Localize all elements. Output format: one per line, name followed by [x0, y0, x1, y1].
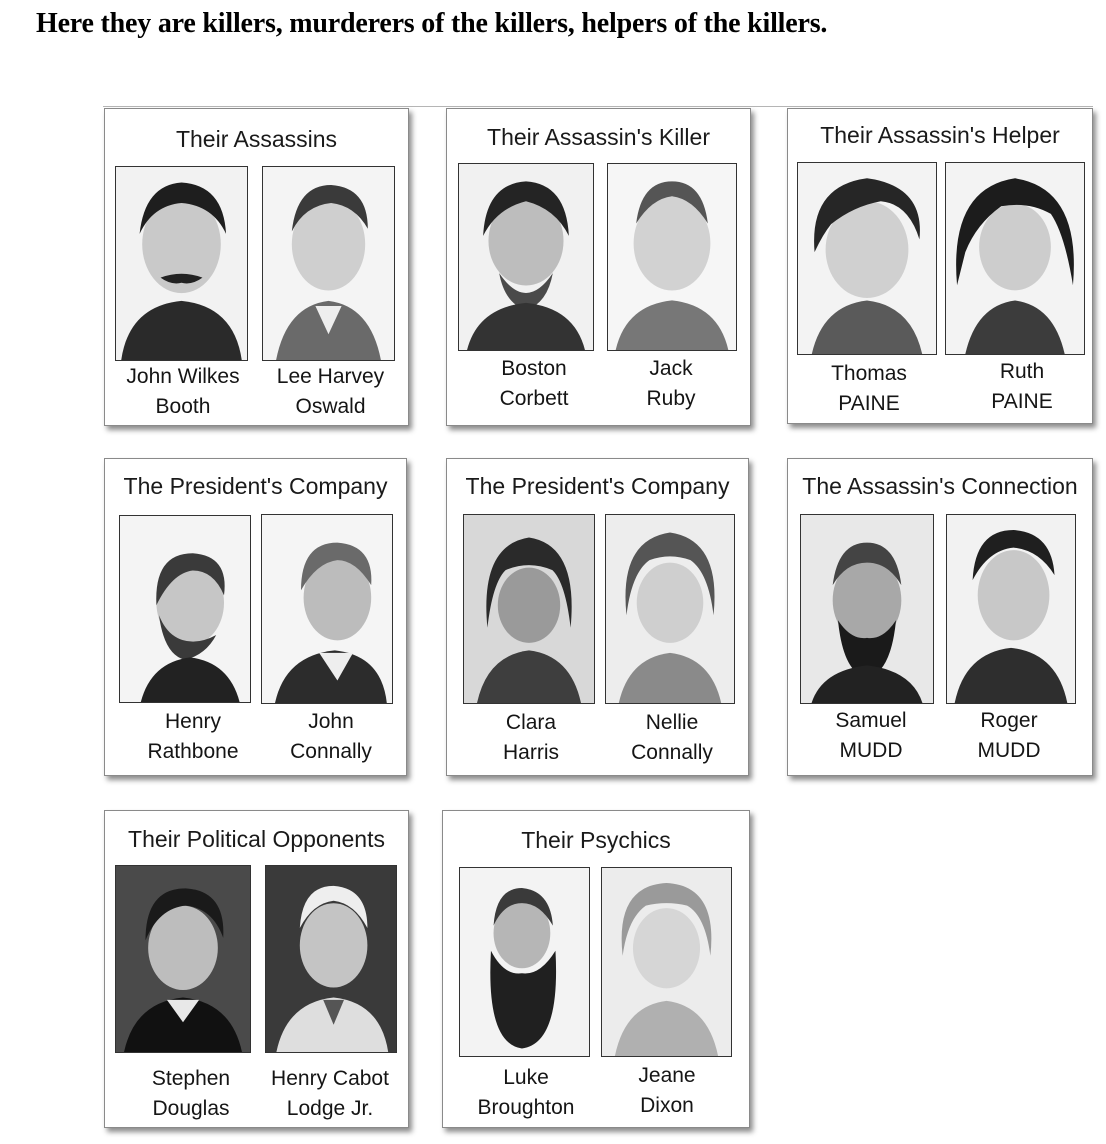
portrait-photo [463, 514, 595, 704]
portrait-photo [601, 867, 732, 1057]
person-name: Ruth PAINE [991, 360, 1053, 413]
portrait-photo [261, 514, 393, 704]
page-heading: Here they are killers, murderers of the killers, helpers of the killers. [36, 8, 828, 39]
panel-title: Their Political Opponents [128, 826, 385, 852]
portrait-photo [800, 514, 934, 704]
panel-title: The Assassin's Connection [802, 473, 1078, 499]
person-name: Boston Corbett [499, 357, 569, 410]
panel-title: Their Assassins [175, 126, 338, 152]
panel-their-assassins [104, 108, 409, 426]
person-name: Nellie Connally [631, 711, 713, 764]
portrait-photo [605, 514, 735, 704]
panel-presidents-company-1 [104, 458, 407, 776]
top-divider [103, 106, 1093, 107]
portrait-photo [262, 166, 395, 361]
person-name: John Wilkes Booth [126, 365, 240, 418]
portrait-photo [459, 867, 590, 1057]
portrait-photo [607, 163, 737, 351]
panel-title: Their Assassin's Helper [820, 122, 1060, 148]
person-name: Henry Cabot Lodge Jr. [271, 1067, 389, 1120]
person-name: John Connally [290, 710, 372, 763]
person-name: Thomas PAINE [831, 362, 907, 415]
panel-psychics [442, 810, 750, 1128]
panel-title: The President's Company [123, 473, 388, 499]
portrait-photo [945, 162, 1085, 355]
person-name: Clara Harris [503, 711, 559, 764]
panel-assassins-connection [787, 458, 1093, 776]
panel-title: The President's Company [465, 473, 730, 499]
portrait-photo [119, 515, 251, 703]
panel-title: Their Assassin's Killer [487, 124, 710, 150]
person-name: Henry Rathbone [147, 710, 239, 763]
panel-assassins-helper [787, 108, 1093, 424]
panel-assassins-killer [446, 108, 751, 426]
person-name: Samuel MUDD [835, 709, 907, 762]
portrait-photo [946, 514, 1076, 704]
person-name: Jeane Dixon [638, 1064, 696, 1117]
portrait-photo [265, 865, 397, 1053]
person-name: Luke Broughton [477, 1066, 575, 1119]
portrait-photo [797, 162, 937, 355]
person-name: Jack Ruby [646, 357, 696, 410]
panel-title: Their Psychics [521, 827, 671, 853]
person-name: Roger MUDD [977, 709, 1041, 762]
portrait-photo [115, 865, 251, 1053]
person-name: Lee Harvey Oswald [276, 365, 385, 418]
portrait-photo [115, 166, 248, 361]
person-name: Stephen Douglas [151, 1067, 231, 1120]
panel-political-opponents [104, 810, 409, 1128]
panel-presidents-company-2 [446, 458, 749, 776]
portrait-photo [458, 163, 594, 351]
